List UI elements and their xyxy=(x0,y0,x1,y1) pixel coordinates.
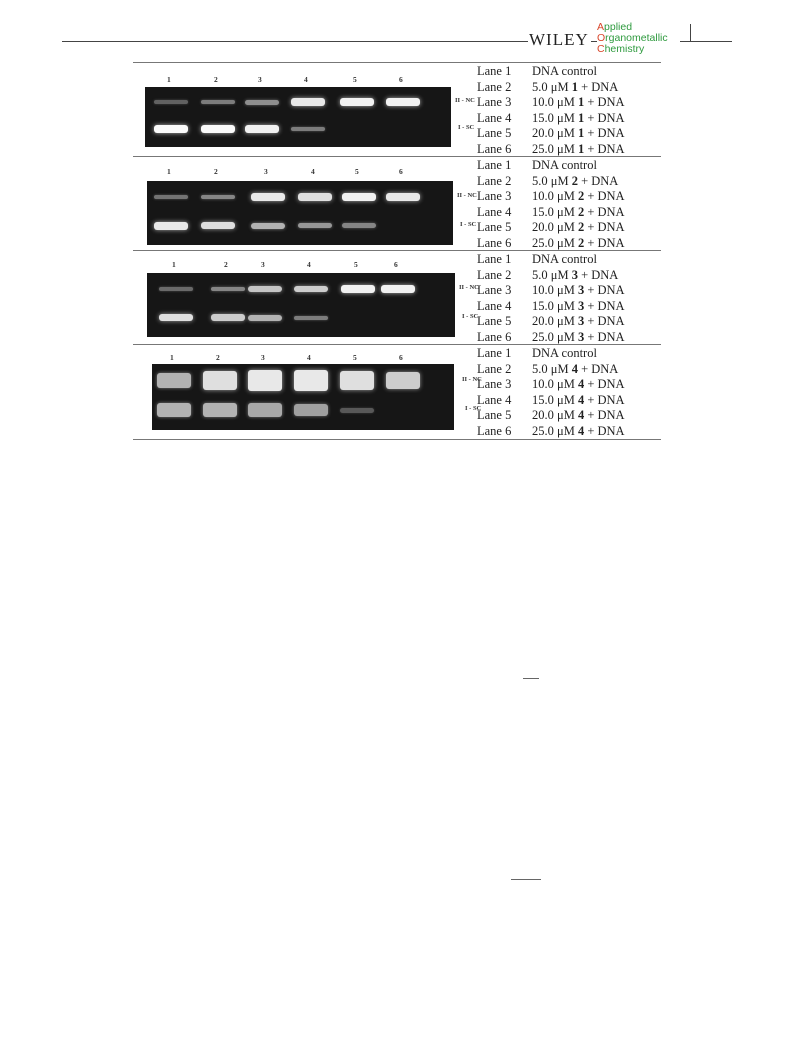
journal-logo-line-3: Chemistry xyxy=(597,43,645,55)
lane-number: 6 xyxy=(399,353,403,362)
legend-row xyxy=(477,299,667,314)
legend-lane: Lane 4 xyxy=(477,110,512,125)
band-label-sc: I - SC xyxy=(460,220,477,228)
legend-description: 10.0 μM 1 + DNA xyxy=(532,95,625,109)
lane-number: 5 xyxy=(353,75,357,84)
lane-number: 6 xyxy=(394,260,398,269)
legend-description: 5.0 μM 4 + DNA xyxy=(532,361,619,376)
header-rule-right xyxy=(680,41,732,42)
legend-lane: Lane 3 xyxy=(477,283,512,297)
lane-number: 5 xyxy=(355,167,359,176)
compound-number: 4 xyxy=(577,423,585,438)
gel-band-nc xyxy=(298,193,332,200)
gel-band-nc xyxy=(291,98,325,106)
legend-lane: Lane 4 xyxy=(477,204,512,219)
gel-band-nc xyxy=(342,193,376,201)
gel-band-sc xyxy=(291,127,325,132)
band-label-nc: II - NC xyxy=(459,284,479,291)
stray-mark-1 xyxy=(523,678,539,679)
compound-number: 4 xyxy=(577,392,585,407)
lane-number: 4 xyxy=(311,167,315,176)
gel-band-sc xyxy=(201,222,235,229)
legend-description: DNA control xyxy=(532,346,597,360)
legend-row xyxy=(477,408,667,423)
lane-number: 1 xyxy=(167,167,171,176)
lane-number: 2 xyxy=(216,353,220,362)
gel-band-nc xyxy=(201,195,235,200)
compound-number: 3 xyxy=(577,314,585,328)
compound-number: 2 xyxy=(577,235,585,250)
legend-lane: Lane 6 xyxy=(477,423,512,438)
gel-band-nc xyxy=(386,372,420,389)
gel-band-nc xyxy=(294,286,328,293)
legend-lane: Lane 6 xyxy=(477,141,512,156)
gel-band-sc xyxy=(203,403,237,417)
gel-band-sc xyxy=(340,408,374,413)
publisher-logo: WILEY xyxy=(529,30,589,49)
gel-band-nc xyxy=(381,285,415,293)
gel-band-nc xyxy=(294,370,328,390)
legend-lane: Lane 5 xyxy=(477,408,512,422)
stray-mark-2 xyxy=(511,879,541,880)
legend-description: 25.0 μM 2 + DNA xyxy=(532,235,625,250)
legend-lane: Lane 5 xyxy=(477,126,512,140)
gel-band-nc xyxy=(203,371,237,390)
compound-number: 1 xyxy=(571,79,578,94)
legend-description: 25.0 μM 4 + DNA xyxy=(532,423,625,438)
lane-number: 2 xyxy=(214,167,218,176)
legend-lane: Lane 2 xyxy=(477,267,512,282)
gel-band-sc xyxy=(157,403,191,417)
legend-description: 20.0 μM 1 + DNA xyxy=(532,126,625,140)
legend-lane: Lane 3 xyxy=(477,377,512,391)
legend-row xyxy=(477,236,667,251)
legend-description: 10.0 μM 2 + DNA xyxy=(532,189,625,203)
legend-row xyxy=(477,220,667,235)
lane-number: 1 xyxy=(170,353,174,362)
legend-description: DNA control xyxy=(532,252,597,266)
legend-description: DNA control xyxy=(532,158,597,172)
journal-logo-line-1: Applied xyxy=(597,21,633,33)
lane-number: 3 xyxy=(261,353,265,362)
legend-lane: Lane 1 xyxy=(477,346,512,360)
lane-number: 2 xyxy=(214,75,218,84)
legend-row xyxy=(477,283,667,298)
gel-band-sc xyxy=(342,223,376,228)
gel-band-nc xyxy=(154,100,188,104)
compound-number: 1 xyxy=(577,110,585,125)
compound-number: 3 xyxy=(577,329,585,344)
compound-number: 2 xyxy=(577,220,585,234)
gel-band-nc xyxy=(159,287,193,291)
lane-number: 1 xyxy=(172,260,176,269)
lane-number: 1 xyxy=(167,75,171,84)
legend-lane: Lane 1 xyxy=(477,64,512,78)
legend-lane: Lane 6 xyxy=(477,329,512,344)
compound-number: 4 xyxy=(571,361,578,376)
lane-number: 3 xyxy=(264,167,268,176)
legend-row xyxy=(477,330,667,345)
lane-number: 5 xyxy=(353,353,357,362)
legend-description: 15.0 μM 2 + DNA xyxy=(532,204,625,219)
gel-band-sc xyxy=(298,223,332,228)
compound-number: 2 xyxy=(577,204,585,219)
gel-image-2 xyxy=(147,181,453,245)
legend-lane: Lane 2 xyxy=(477,173,512,188)
lane-number: 6 xyxy=(399,167,403,176)
gel-band-nc xyxy=(340,371,374,390)
legend-lane: Lane 5 xyxy=(477,314,512,328)
journal-line-2-rest: rganometallic xyxy=(605,32,668,44)
gel-band-sc xyxy=(294,404,328,417)
legend-description: DNA control xyxy=(532,64,597,78)
compound-number: 3 xyxy=(571,267,578,282)
gel-band-sc xyxy=(248,403,282,416)
legend-row xyxy=(477,111,667,126)
legend-lane: Lane 1 xyxy=(477,158,512,172)
gel-band-nc xyxy=(251,193,285,201)
gel-band-sc xyxy=(211,314,245,321)
legend-row xyxy=(477,346,667,361)
gel-band-nc xyxy=(157,373,191,387)
legend-description: 25.0 μM 1 + DNA xyxy=(532,141,625,156)
legend-description: 20.0 μM 3 + DNA xyxy=(532,314,625,328)
compound-number: 4 xyxy=(577,377,585,391)
legend-row xyxy=(477,362,667,377)
legend-lane: Lane 2 xyxy=(477,361,512,376)
band-label-nc: II - NC xyxy=(455,97,475,104)
legend-row xyxy=(477,314,667,329)
gel-band-sc xyxy=(154,222,188,230)
compound-number: 3 xyxy=(577,283,585,297)
gel-band-nc xyxy=(386,98,420,106)
figure-rule-5 xyxy=(133,439,661,440)
compound-number: 2 xyxy=(571,173,578,188)
gel-image-3 xyxy=(147,273,455,337)
gel-band-nc xyxy=(245,100,279,105)
compound-number: 1 xyxy=(577,126,585,140)
legend-row xyxy=(477,80,667,95)
gel-band-sc xyxy=(201,125,235,133)
legend-description: 10.0 μM 3 + DNA xyxy=(532,283,625,297)
header-page-tick xyxy=(690,24,691,41)
lane-number: 4 xyxy=(307,260,311,269)
legend-description: 5.0 μM 2 + DNA xyxy=(532,173,619,188)
gel-image-1 xyxy=(145,87,451,147)
legend-row xyxy=(477,252,667,267)
legend-lane: Lane 1 xyxy=(477,252,512,266)
compound-number: 3 xyxy=(577,298,585,313)
gel-band-sc xyxy=(154,125,188,133)
gel-band-sc xyxy=(248,315,282,321)
legend-description: 10.0 μM 4 + DNA xyxy=(532,377,625,391)
journal-logo xyxy=(597,22,668,55)
legend-row xyxy=(477,189,667,204)
lane-number: 2 xyxy=(224,260,228,269)
gel-band-nc xyxy=(248,370,282,390)
legend-description: 15.0 μM 1 + DNA xyxy=(532,110,625,125)
band-label-sc: I - SC xyxy=(458,124,475,131)
legend-row xyxy=(477,377,667,392)
legend-lane: Lane 4 xyxy=(477,392,512,407)
figure-rule-1 xyxy=(133,62,661,63)
band-label-nc: II - NC xyxy=(457,192,477,199)
legend-row xyxy=(477,126,667,141)
gel-band-sc xyxy=(294,316,328,321)
header-rule-left xyxy=(62,41,528,42)
legend-description: 20.0 μM 2 + DNA xyxy=(532,220,625,234)
legend-description: 25.0 μM 3 + DNA xyxy=(532,329,625,344)
legend-lane: Lane 3 xyxy=(477,95,512,109)
legend-row xyxy=(477,142,667,157)
compound-number: 1 xyxy=(577,95,585,109)
gel-band-sc xyxy=(251,223,285,229)
gel-band-sc xyxy=(159,314,193,321)
band-label-sc: I - SC xyxy=(462,312,479,320)
legend-description: 5.0 μM 3 + DNA xyxy=(532,267,619,282)
compound-number: 1 xyxy=(577,141,585,156)
journal-line-1-rest: pplied xyxy=(604,21,633,33)
legend-lane: Lane 5 xyxy=(477,220,512,234)
legend-description: 5.0 μM 1 + DNA xyxy=(532,79,619,94)
legend-description: 20.0 μM 4 + DNA xyxy=(532,408,625,422)
legend-lane: Lane 6 xyxy=(477,235,512,250)
gel-band-nc xyxy=(201,100,235,105)
lane-number: 3 xyxy=(261,260,265,269)
lane-number: 3 xyxy=(258,75,262,84)
gel-band-sc xyxy=(245,125,279,133)
legend-row xyxy=(477,174,667,189)
compound-number: 4 xyxy=(577,408,585,422)
lane-number: 4 xyxy=(307,353,311,362)
lane-number: 5 xyxy=(354,260,358,269)
legend-lane: Lane 2 xyxy=(477,79,512,94)
gel-band-nc xyxy=(340,98,374,106)
gel-band-nc xyxy=(386,193,420,201)
gel-band-nc xyxy=(248,286,282,293)
legend-row xyxy=(477,64,667,79)
legend-row xyxy=(477,205,667,220)
lane-number: 4 xyxy=(304,75,308,84)
legend-lane: Lane 3 xyxy=(477,189,512,203)
gel-band-nc xyxy=(211,287,245,292)
gel-band-nc xyxy=(341,285,375,293)
legend-description: 15.0 μM 3 + DNA xyxy=(532,298,625,313)
band-label-sc: I - SC xyxy=(465,405,482,413)
legend-row xyxy=(477,268,667,283)
legend-row xyxy=(477,393,667,408)
compound-number: 2 xyxy=(577,189,585,203)
lane-number: 6 xyxy=(399,75,403,84)
journal-line-3-rest: hemistry xyxy=(604,43,645,55)
band-label-nc: II - NC xyxy=(462,375,482,383)
legend-row xyxy=(477,158,667,173)
legend-row xyxy=(477,424,667,439)
legend-description: 15.0 μM 4 + DNA xyxy=(532,392,625,407)
legend-lane: Lane 4 xyxy=(477,298,512,313)
journal-logo-line-2: Organometallic xyxy=(597,32,668,44)
legend-row xyxy=(477,95,667,110)
gel-band-nc xyxy=(154,195,188,199)
